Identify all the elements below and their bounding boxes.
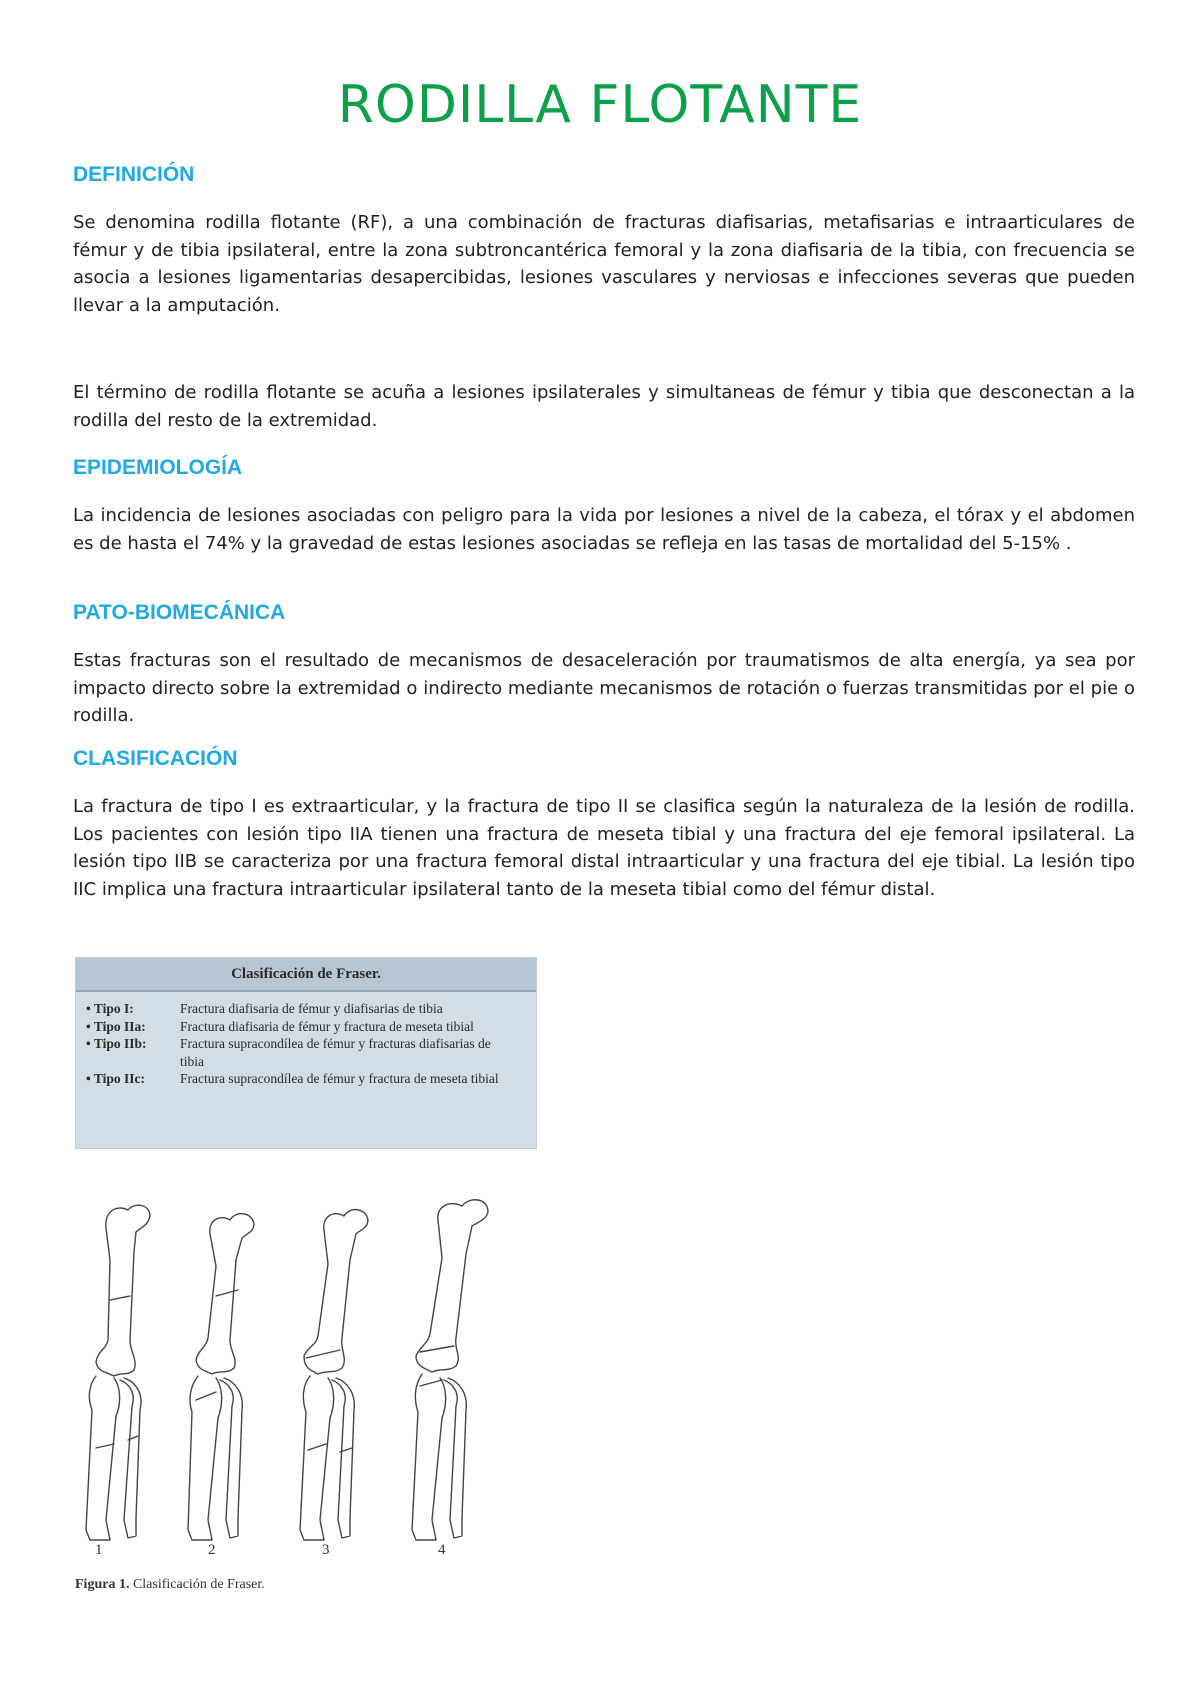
fraser-table-row [86,1018,526,1036]
fraser-table-row [86,1000,526,1018]
heading-patobiomecanica: PATO-BIOMECÁNICA [73,601,286,624]
fraser-table-rows [76,992,536,1088]
bone-drawing-2 [188,1214,254,1540]
figure-label-2: 2 [208,1542,216,1558]
epidemiologia-paragraph: La incidencia de lesiones asociadas con peligro para la vida por lesiones a nivel de la cabeza, el tórax y el abdomen es de hasta el 74% y la gravedad de estas lesiones asociadas se refleja en las tasas de mortalidad del 5-15% . [73,505,1135,554]
fraser-bones-illustration [70,1190,550,1570]
figure-label-1: 1 [95,1542,103,1558]
bone-drawing-1 [86,1205,150,1540]
figure-caption [75,1577,265,1593]
fraser-row-type: • Tipo IIc: [86,1071,145,1086]
page-title: RODILLA FLOTANTE [337,75,863,135]
fraser-figure [70,1190,550,1570]
bone-drawing-4 [412,1200,488,1540]
heading-epidemiologia: EPIDEMIOLOGÍA [73,456,243,479]
figure-caption-label: Figura 1. [75,1577,130,1592]
clasificacion-paragraph: La fractura de tipo I es extraarticular, y la fractura de tipo II se clasifica según la naturaleza de la lesión de rodilla. Los pacientes con lesión tipo IIA tienen una fractura de meseta tibial y una fractura del eje femoral ipsilateral. La lesión tipo IIB se caracteriza por una fractura femoral distal intraarticular y una fractura del eje tibial. La lesión tipo IIC implica una fractura intraarticular ipsilateral tanto de la meseta tibial como del fémur distal. [73,796,1135,900]
fraser-row-description: Fractura supracondílea de fémur y fractura de meseta tibial [180,1071,499,1086]
fraser-table-row [86,1035,526,1070]
heading-definicion: DEFINICIÓN [73,163,195,186]
patobiomecanica-paragraph: Estas fracturas son el resultado de mecanismos de desaceleración por traumatismos de alta energía, ya sea por impacto directo sobre la extremidad o indirecto mediante mecanismos de rotación o fuerzas transmitidas por el pie o rodilla. [73,650,1135,727]
heading-clasificacion: CLASIFICACIÓN [73,747,238,770]
fraser-row-description: Fractura diafisaria de fémur y diafisarias de tibia [180,1001,443,1016]
figure-caption-text: Clasificación de Fraser. [129,1577,265,1592]
bone-drawing-3 [300,1210,368,1540]
definicion-paragraph-2: El término de rodilla flotante se acuña a lesiones ipsilaterales y simultaneas de fémur y tibia que desconectan a la rodilla del resto de la extremidad. [73,382,1135,431]
fraser-row-type: • Tipo IIb: [86,1036,147,1051]
figure-label-3: 3 [322,1542,330,1558]
fraser-row-type: • Tipo I: [86,1001,134,1016]
definicion-paragraph-1: Se denomina rodilla flotante (RF), a una combinación de fracturas diafisarias, metafisarias e intraarticulares de fémur y de tibia ipsilateral, entre la zona subtroncantérica femoral y la zona diafisaria de la tibia, con frecuencia se asocia a lesiones ligamentarias desapercibidas, lesiones vasculares y nerviosas e infecciones severas que pueden llevar a la amputación. [73,212,1135,316]
fraser-row-description: Fractura diafisaria de fémur y fractura de meseta tibial [180,1018,474,1034]
fraser-row-description: Fractura supracondílea de fémur y fracturas diafisarias de tibia [180,1036,491,1069]
fraser-row-type: • Tipo IIa: [86,1018,146,1034]
figure-label-4: 4 [438,1542,446,1558]
fraser-classification-table [75,957,537,1149]
fraser-table-title: Clasificación de Fraser. [76,958,536,992]
fraser-table-row [86,1070,526,1088]
